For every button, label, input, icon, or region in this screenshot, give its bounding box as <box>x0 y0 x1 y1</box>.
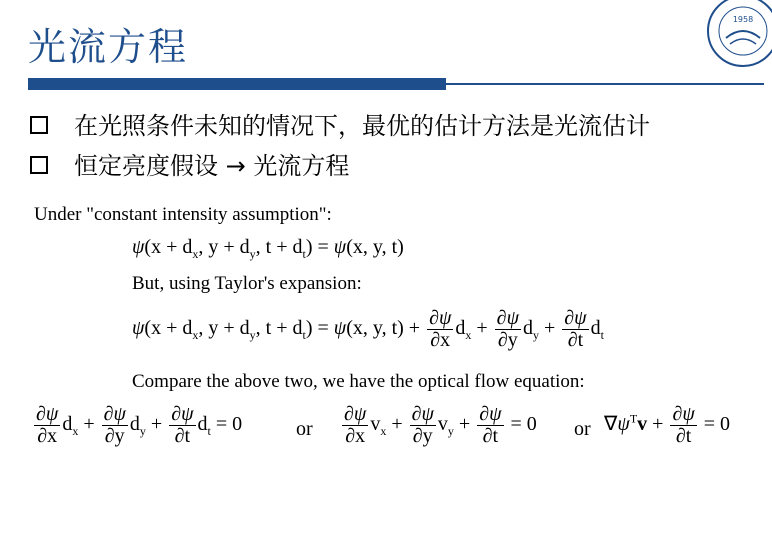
text-taylor: But, using Taylor's expansion: <box>132 273 362 294</box>
text-under-assumption: Under "constant intensity assumption": <box>34 204 332 225</box>
text-compare: Compare the above two, we have the optical flow equation: <box>132 371 585 392</box>
equation-optical-flow-gradient: $\nabla\psi^Tv$ + $\frac{\partial\psi}{\partial t}$ = 0 <box>604 403 731 447</box>
title-underline-bar <box>28 78 446 90</box>
or-label-1: or <box>296 418 313 440</box>
bullet-box-icon <box>30 116 48 134</box>
equation-brightness-constancy: $\psi(x + d_x$, $y + d_y$, $t + d_t) = \psi(x$, y, t) <box>132 236 404 261</box>
slide-title: 光流方程 <box>28 25 189 69</box>
title-underline-thin <box>446 83 764 85</box>
equation-optical-flow-v: $\frac{\partial\psi}{\partial x}$ $v_x$ + $\frac{\partial\psi}{\partial y}$ $v_y$ + $\frac{\partial\psi}{\partial t}$ = 0 <box>344 403 537 447</box>
bullet-text-2: 恒定亮度假设 → 光流方程 <box>74 152 350 180</box>
bullet-item-1 <box>30 106 650 141</box>
equation-optical-flow-d: $\frac{\partial\psi}{\partial x}$ $d_x$ + $\frac{\partial\psi}{\partial y}$ $d_y$ + $\frac{\partial\psi}{\partial t}$ $d_t = 0$ <box>36 403 243 447</box>
or-label-2: or <box>574 418 591 440</box>
logo-year: 1958 <box>732 15 754 24</box>
university-logo <box>706 0 772 68</box>
bullet-text-1: 在光照条件未知的情况下，最优的估计方法是光流估计 <box>74 112 650 140</box>
bullet-item-2 <box>30 146 349 181</box>
equation-taylor-expansion: $\psi(x + d_x$, $y + d_y$, $t + d_t) = \psi(x$, y, t) + $\frac{\partial\psi}{\partial x}$ $d_x$ + $\frac{\partial\psi}{\partial y}$ $d_y$ + $\frac{\partial\psi}{\partial t}$ $d_t$ <box>132 307 604 351</box>
bullet-box-icon <box>30 156 48 174</box>
